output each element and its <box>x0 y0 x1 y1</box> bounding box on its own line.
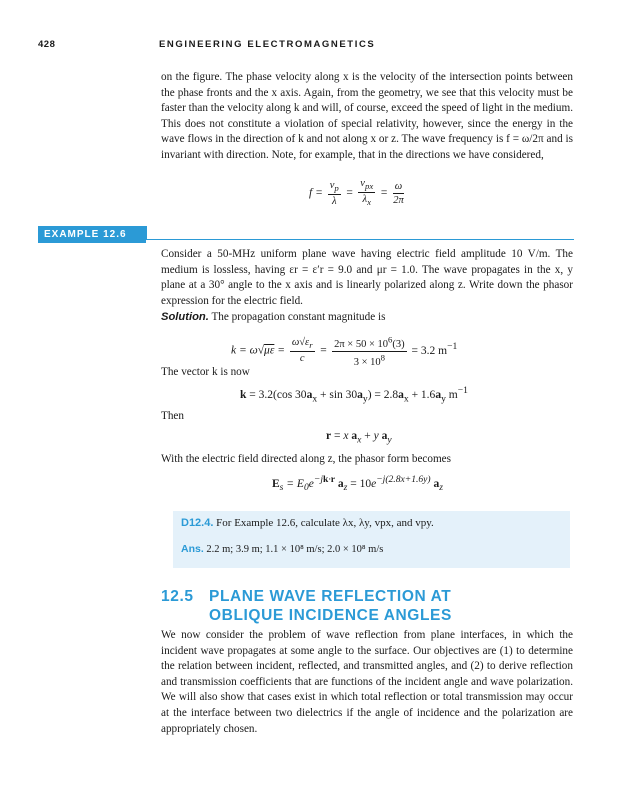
running-title: ENGINEERING ELECTROMAGNETICS <box>159 39 376 50</box>
equation-frequency: f = $\frac{v_p}{\lambda}$ = $\frac{v_{px}}{\lambda_x}$ = $\frac{\omega}{2\pi}$ <box>309 178 404 208</box>
drill-problem-box <box>173 511 570 568</box>
page-number: 428 <box>38 39 56 50</box>
section-paragraph: We now consider the problem of wave reflection from plane interfaces, in which the incident wave propagates at some angle to the surface. Our objectives are (1) to determine the relation between incident, reflected, and transmitted angles, and (2) to derive reflection and transmission coefficients that are functions of the incident angle and wave polarization. We will also show that cases exist in which total reflection or total transmission may occur at the interface between two dielectrics if the angle of incidence and the polarization are appropriately chosen. <box>161 629 573 735</box>
section-heading <box>161 587 452 625</box>
drill-question: For Example 12.6, calculate λx, λy, vpx, and vpy. <box>216 517 434 529</box>
section-number: 12.5 <box>161 588 194 605</box>
vector-k-text: The vector k is now <box>161 366 250 378</box>
solution-intro: The propagation constant magnitude is <box>211 311 386 323</box>
equation-r-vector: r = x $a_x + y$ $a_y$ <box>326 430 392 446</box>
then-text: Then <box>161 410 184 422</box>
field-text: With the electric field directed along z, the phasor form becomes <box>161 453 451 465</box>
example-divider-vertical <box>146 226 147 240</box>
equation-phasor: $E_s = E_0e^{-jk\cdot r}$ $a_z = 10e^{-j(2.8x+1.6y)}$ $a_z$ <box>272 474 443 494</box>
example-problem: Consider a 50-MHz uniform plane wave having electric field amplitude 10 V/m. The medium is lossless, having εr = ε′r = 9.0 and μr = 1.0. The wave propagates in the x, y plane at a 30° angle to the x axis and is linearly polarized along z. Write down the phasor expression for the electric field. <box>161 248 573 307</box>
example-divider <box>146 239 574 240</box>
intro-paragraph: on the figure. The phase velocity along x is the velocity of the intersection points between the phase fronts and the x axis. Again, from the geometry, we see that this velocity must be faster than the velocity along k and will, of course, exceed the speed of light in the medium. This does not constitute a violation of special relativity, however, since the energy in the wave flows in the direction of k and not along x or z. The wave frequency is f = ω/2π and is invariant with direction. Note, for example, that in the directions we have considered, <box>161 71 573 161</box>
section-title-line1: PLANE WAVE REFLECTION AT <box>209 588 452 605</box>
drill-answer-line <box>181 543 383 555</box>
equation-k-vector: k = 3.2(cos $30a_x + \sin 30a_y) = 2.8a_x + 1.6a_y$ $m^{-1}$ <box>240 385 468 405</box>
drill-label: D12.4. <box>181 517 214 529</box>
equation-k-magnitude: k = ω√με = $\frac{\omega√\varepsilon_r}{c}$ = $\frac{2\pi \times 50 \times 10^6(3)}{3 \times 10^8}$ = 3.2 $m^{-1}$ <box>231 334 458 368</box>
drill-question-line <box>181 517 434 529</box>
solution-label: Solution. <box>161 311 209 323</box>
answer-label: Ans. <box>181 543 204 555</box>
section-title-line2: OBLIQUE INCIDENCE ANGLES <box>209 607 452 624</box>
solution-line <box>161 310 573 326</box>
drill-answer: 2.2 m; 3.9 m; 1.1 × 10⁸ m/s; 2.0 × 10⁸ m/s <box>206 544 384 555</box>
example-label: EXAMPLE 12.6 <box>38 226 146 243</box>
